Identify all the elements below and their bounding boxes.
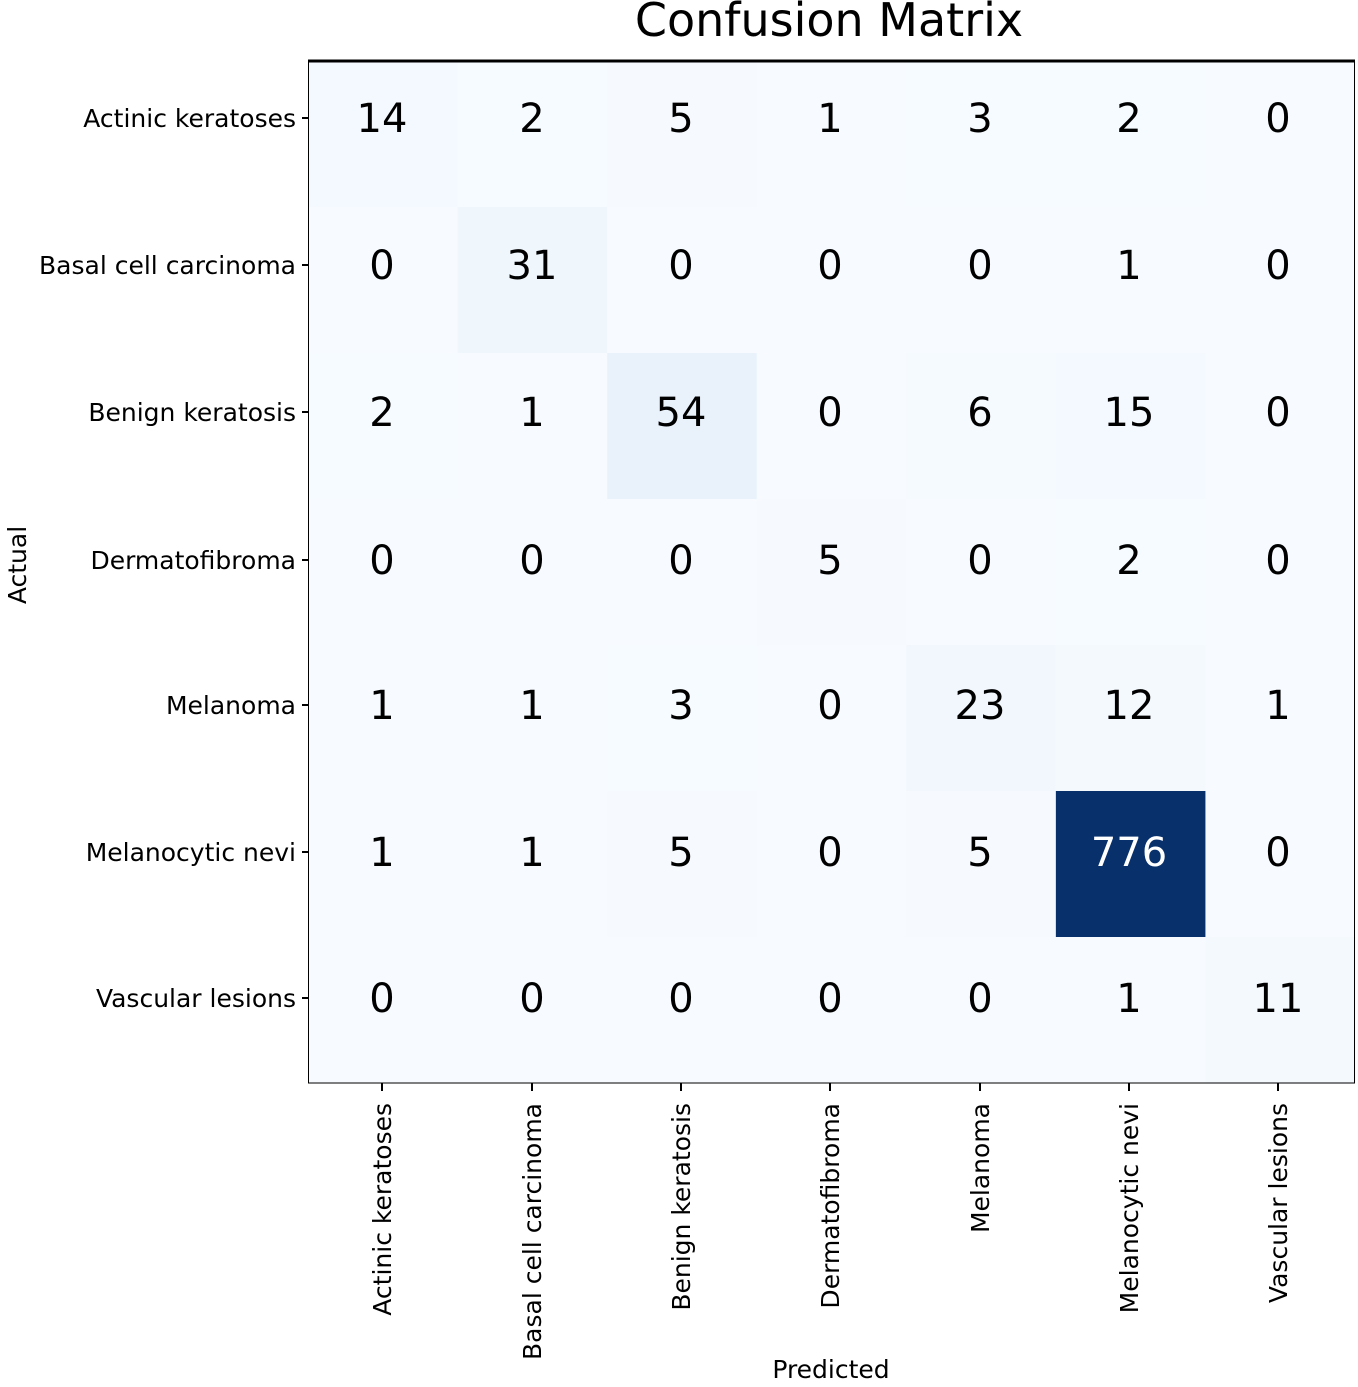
cell-value-r1-c0: 0 [369, 243, 395, 289]
x-axis-ticks [368, 1083, 1293, 1360]
cell-value-r6-c1: 0 [519, 976, 545, 1022]
cell-value-r1-c3: 0 [817, 243, 843, 289]
y-tick-label-3: Dermatofibroma [90, 546, 296, 575]
cell-value-r3-c4: 0 [967, 538, 993, 584]
cell-value-r6-c4: 0 [967, 976, 993, 1022]
x-tick-label-6: Vascular lesions [1264, 1103, 1293, 1304]
cell-value-r4-c1: 1 [519, 683, 545, 729]
y-tick-label-6: Vascular lesions [95, 984, 296, 1013]
y-tick-label-4: Melanoma [165, 691, 296, 720]
cell-value-r1-c2: 0 [668, 243, 694, 289]
cell-value-r2-c0: 2 [369, 390, 395, 436]
cell-value-r2-c6: 0 [1265, 390, 1291, 436]
cell-value-r0-c0: 14 [356, 96, 408, 142]
cell-value-r1-c4: 0 [967, 243, 993, 289]
cell-value-r4-c6: 1 [1265, 683, 1291, 729]
cell-value-r0-c6: 0 [1265, 96, 1291, 142]
cell-value-r5-c6: 0 [1265, 830, 1291, 876]
cell-value-r5-c3: 0 [817, 830, 843, 876]
cell-value-r0-c4: 3 [967, 96, 993, 142]
cell-value-r6-c6: 11 [1252, 976, 1304, 1022]
cell-value-r3-c3: 5 [817, 538, 843, 584]
cell-value-r2-c1: 1 [519, 390, 545, 436]
x-tick-label-1: Basal cell carcinoma [518, 1103, 547, 1360]
cell-value-r0-c1: 2 [519, 96, 545, 142]
y-tick-label-2: Benign keratosis [88, 398, 296, 427]
cell-value-r4-c2: 3 [668, 683, 694, 729]
y-tick-label-1: Basal cell carcinoma [39, 251, 296, 280]
cell-value-r4-c0: 1 [369, 683, 395, 729]
cell-value-r2-c4: 6 [967, 390, 993, 436]
cell-value-r1-c5: 1 [1116, 243, 1142, 289]
cell-value-r2-c3: 0 [817, 390, 843, 436]
cell-value-r0-c2: 5 [668, 96, 694, 142]
y-axis-ticks [39, 104, 308, 1013]
y-axis-label: Actual [3, 525, 32, 605]
cell-value-r6-c0: 0 [369, 976, 395, 1022]
cell-value-r1-c1: 31 [506, 243, 558, 289]
cell-value-r5-c2: 5 [668, 830, 694, 876]
cell-value-r2-c2: 54 [655, 390, 707, 436]
cell-value-r4-c3: 0 [817, 683, 843, 729]
cell-value-r5-c5: 776 [1090, 830, 1168, 876]
cell-value-r5-c1: 1 [519, 830, 545, 876]
cell-value-r6-c3: 0 [817, 976, 843, 1022]
cell-value-r3-c6: 0 [1265, 538, 1291, 584]
cell-value-r5-c4: 5 [967, 830, 993, 876]
cell-value-r0-c3: 1 [817, 96, 843, 142]
cell-value-r2-c5: 15 [1103, 390, 1155, 436]
x-tick-label-0: Actinic keratoses [368, 1103, 397, 1316]
x-tick-label-4: Melanoma [966, 1103, 995, 1234]
y-tick-label-5: Melanocytic nevi [85, 838, 296, 867]
y-tick-label-0: Actinic keratoses [83, 104, 296, 133]
x-axis-label: Predicted [772, 1355, 890, 1382]
cell-value-r3-c5: 2 [1116, 538, 1142, 584]
cell-value-r3-c1: 0 [519, 538, 545, 584]
cell-value-r3-c2: 0 [668, 538, 694, 584]
cell-value-r4-c4: 23 [954, 683, 1006, 729]
cell-value-r5-c0: 1 [369, 830, 395, 876]
x-tick-label-5: Melanocytic nevi [1115, 1103, 1144, 1314]
x-tick-label-3: Dermatofibroma [816, 1103, 845, 1309]
cell-value-r6-c5: 1 [1116, 976, 1142, 1022]
cell-value-r3-c0: 0 [369, 538, 395, 584]
chart-title: Confusion Matrix [634, 0, 1024, 47]
cell-value-r4-c5: 12 [1103, 683, 1155, 729]
x-tick-label-2: Benign keratosis [667, 1103, 696, 1311]
cell-value-r0-c5: 2 [1116, 96, 1142, 142]
cell-value-r6-c2: 0 [668, 976, 694, 1022]
cell-value-r1-c6: 0 [1265, 243, 1291, 289]
